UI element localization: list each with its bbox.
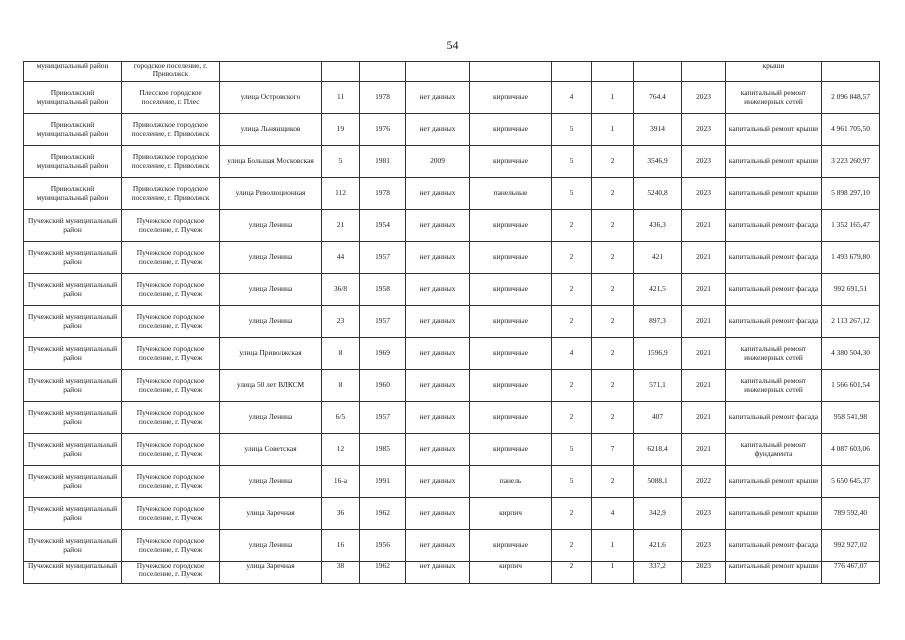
settlement-cell: Пучежское городское поселение, г. Пучеж [122,274,220,306]
last-repair-cell: нет данных [406,370,470,402]
plan-year-cell: 2021 [682,338,726,370]
floors-cell: 2 [552,242,592,274]
street-cell [220,62,322,82]
street-cell: улица Ленина [220,530,322,562]
last-repair-cell: нет данных [406,498,470,530]
work-type-cell: капитальный ремонт фасада [726,306,822,338]
work-type-cell: капитальный ремонт инженерных сетей [726,338,822,370]
work-type-cell: капитальный ремонт крыши [726,114,822,146]
street-cell: улица 50 лет ВЛКСМ [220,370,322,402]
district-cell: Пучежский муниципальный [24,562,122,584]
area-cell [634,62,682,82]
street-cell: улица Ленина [220,242,322,274]
year-built-cell: 1985 [360,434,406,466]
entrances-cell: 4 [592,498,634,530]
area-cell: 3914 [634,114,682,146]
house-cell: 11 [322,82,360,114]
last-repair-cell: нет данных [406,210,470,242]
floors-cell: 5 [552,178,592,210]
year-built-cell: 1981 [360,146,406,178]
table-row [24,498,880,530]
street-cell: улица Ленина [220,466,322,498]
material-cell: кирпичные [470,434,552,466]
material-cell: кирпичные [470,146,552,178]
last-repair-cell: нет данных [406,242,470,274]
material-cell: кирпичные [470,306,552,338]
house-cell: 23 [322,306,360,338]
settlement-cell: Пучежское городское поселение, г. Пучеж [122,530,220,562]
plan-year-cell: 2021 [682,402,726,434]
entrances-cell: 2 [592,274,634,306]
area-cell: 6218,4 [634,434,682,466]
work-type-cell: капитальный ремонт фундамента [726,434,822,466]
house-cell: 12 [322,434,360,466]
work-type-cell: капитальный ремонт фасада [726,210,822,242]
work-type-cell: крыши [726,62,822,82]
last-repair-cell: нет данных [406,178,470,210]
last-repair-cell: нет данных [406,530,470,562]
year-built-cell: 1962 [360,498,406,530]
plan-year-cell: 2023 [682,82,726,114]
floors-cell: 2 [552,402,592,434]
area-cell: 764.4 [634,82,682,114]
street-cell: улица Ленина [220,274,322,306]
area-cell: 571,1 [634,370,682,402]
district-cell: Пучежский муниципальный район [24,306,122,338]
table-row [24,178,880,210]
floors-cell: 5 [552,114,592,146]
table-row [24,434,880,466]
street-cell: улица Заречная [220,562,322,584]
house-cell: 6/5 [322,402,360,434]
floors-cell: 2 [552,370,592,402]
last-repair-cell [406,62,470,82]
cost-cell: 2 113 267,12 [822,306,880,338]
settlement-cell: Пучежское городское поселение, г. Пучеж [122,306,220,338]
table-row [24,242,880,274]
last-repair-cell: нет данных [406,402,470,434]
settlement-cell: Плесское городское поселение, г. Плес [122,82,220,114]
street-cell: улица Советская [220,434,322,466]
district-cell: Пучежский муниципальный район [24,274,122,306]
material-cell: кирпичные [470,402,552,434]
street-cell: улица Ленина [220,210,322,242]
floors-cell: 2 [552,498,592,530]
work-type-cell: капитальный ремонт крыши [726,178,822,210]
cost-cell: 4 380 504,30 [822,338,880,370]
floors-cell: 5 [552,466,592,498]
last-repair-cell: нет данных [406,466,470,498]
area-cell: 421 [634,242,682,274]
material-cell: кирпичные [470,210,552,242]
table-row [24,146,880,178]
year-built-cell: 1962 [360,562,406,584]
area-cell: 337,2 [634,562,682,584]
material-cell: панельные [470,178,552,210]
work-type-cell: капитальный ремонт крыши [726,562,822,584]
plan-year-cell: 2023 [682,530,726,562]
year-built-cell: 1956 [360,530,406,562]
floors-cell: 2 [552,210,592,242]
last-repair-cell: 2009 [406,146,470,178]
plan-year-cell: 2021 [682,434,726,466]
last-repair-cell: нет данных [406,82,470,114]
material-cell: кирпичные [470,274,552,306]
plan-year-cell [682,62,726,82]
floors-cell: 4 [552,82,592,114]
year-built-cell: 1957 [360,242,406,274]
district-cell: Пучежский муниципальный район [24,530,122,562]
plan-year-cell: 2022 [682,466,726,498]
material-cell: кирпичные [470,82,552,114]
entrances-cell: 1 [592,82,634,114]
material-cell: кирпичные [470,338,552,370]
area-cell: 5240,8 [634,178,682,210]
last-repair-cell: нет данных [406,338,470,370]
table-row [24,114,880,146]
table-row-partial-top [24,62,880,82]
settlement-cell: Пучежское городское поселение, г. Пучеж [122,210,220,242]
plan-year-cell: 2023 [682,146,726,178]
plan-year-cell: 2023 [682,498,726,530]
area-cell: 342,9 [634,498,682,530]
page-number: 54 [446,38,459,52]
table-row [24,82,880,114]
year-built-cell: 1991 [360,466,406,498]
street-cell: улица Революционная [220,178,322,210]
settlement-cell: Пучежское городское поселение, г. Пучеж [122,338,220,370]
settlement-cell: городское поселение, г. Приволжск [122,62,220,82]
plan-year-cell: 2021 [682,210,726,242]
settlement-cell: Пучежское городское поселение, г. Пучеж [122,402,220,434]
street-cell: улица Ленина [220,402,322,434]
material-cell [470,62,552,82]
district-cell: Пучежский муниципальный район [24,466,122,498]
settlement-cell: Пучежское городское поселение, г. Пучеж [122,562,220,584]
table-row [24,338,880,370]
district-cell: Приволжский муниципальный район [24,178,122,210]
last-repair-cell: нет данных [406,306,470,338]
cost-cell: 789 592,40 [822,498,880,530]
cost-cell: 1 493 679,80 [822,242,880,274]
cost-cell: 4 961 705,50 [822,114,880,146]
material-cell: кирпичные [470,114,552,146]
settlement-cell: Пучежское городское поселение, г. Пучеж [122,498,220,530]
area-cell: 5088,1 [634,466,682,498]
plan-year-cell: 2023 [682,178,726,210]
settlement-cell: Пучежское городское поселение, г. Пучеж [122,242,220,274]
house-cell: 16 [322,530,360,562]
entrances-cell: 2 [592,306,634,338]
house-cell: 112 [322,178,360,210]
house-cell: 38 [322,562,360,584]
plan-year-cell: 2021 [682,274,726,306]
district-cell: Приволжский муниципальный район [24,82,122,114]
plan-year-cell: 2023 [682,562,726,584]
plan-year-cell: 2021 [682,370,726,402]
entrances-cell: 2 [592,242,634,274]
repair-program-table [23,61,880,584]
last-repair-cell: нет данных [406,274,470,306]
work-type-cell: капитальный ремонт инженерных сетей [726,370,822,402]
plan-year-cell: 2021 [682,242,726,274]
year-built-cell: 1969 [360,338,406,370]
year-built-cell: 1954 [360,210,406,242]
entrances-cell: 1 [592,562,634,584]
cost-cell: 992 691,51 [822,274,880,306]
settlement-cell: Приволжское городское поселение, г. Приволжск [122,146,220,178]
district-cell: муниципальный район [24,62,122,82]
area-cell: 1596,9 [634,338,682,370]
floors-cell: 2 [552,562,592,584]
district-cell: Пучежский муниципальный район [24,402,122,434]
last-repair-cell: нет данных [406,562,470,584]
district-cell: Пучежский муниципальный район [24,210,122,242]
cost-cell: 2 096 848,57 [822,82,880,114]
floors-cell: 5 [552,434,592,466]
street-cell: улица Ленина [220,306,322,338]
material-cell: кирпич [470,562,552,584]
street-cell: улица Большая Московская [220,146,322,178]
table-row [24,466,880,498]
work-type-cell: капитальный ремонт фасада [726,530,822,562]
house-cell [322,62,360,82]
cost-cell [822,62,880,82]
year-built-cell: 1957 [360,402,406,434]
year-built-cell: 1957 [360,306,406,338]
table-body [24,62,880,584]
cost-cell: 4 087 603,06 [822,434,880,466]
floors-cell: 2 [552,306,592,338]
house-cell: 19 [322,114,360,146]
year-built-cell: 1978 [360,82,406,114]
district-cell: Приволжский муниципальный район [24,146,122,178]
entrances-cell: 2 [592,210,634,242]
house-cell: 16-а [322,466,360,498]
work-type-cell: капитальный ремонт крыши [726,466,822,498]
area-cell: 421,5 [634,274,682,306]
table-row [24,210,880,242]
table-row [24,306,880,338]
material-cell: кирпичные [470,242,552,274]
work-type-cell: капитальный ремонт инженерных сетей [726,82,822,114]
table-row [24,274,880,306]
cost-cell: 1 352 165,47 [822,210,880,242]
last-repair-cell: нет данных [406,434,470,466]
floors-cell: 2 [552,530,592,562]
entrances-cell: 7 [592,434,634,466]
year-built-cell: 1976 [360,114,406,146]
material-cell: кирпичные [470,370,552,402]
material-cell: кирпич [470,498,552,530]
entrances-cell [592,62,634,82]
area-cell: 407 [634,402,682,434]
last-repair-cell: нет данных [406,114,470,146]
house-cell: 21 [322,210,360,242]
settlement-cell: Пучежское городское поселение, г. Пучеж [122,434,220,466]
floors-cell: 2 [552,274,592,306]
district-cell: Пучежский муниципальный район [24,498,122,530]
cost-cell: 3 223 260,97 [822,146,880,178]
cost-cell: 776 467,07 [822,562,880,584]
year-built-cell: 1960 [360,370,406,402]
cost-cell: 1 566 601,54 [822,370,880,402]
entrances-cell: 2 [592,370,634,402]
district-cell: Пучежский муниципальный район [24,434,122,466]
settlement-cell: Приволжское городское поселение, г. Приволжск [122,114,220,146]
area-cell: 421,6 [634,530,682,562]
entrances-cell: 1 [592,530,634,562]
house-cell: 8 [322,370,360,402]
entrances-cell: 2 [592,178,634,210]
street-cell: улица Льнянщиков [220,114,322,146]
year-built-cell: 1958 [360,274,406,306]
floors-cell: 5 [552,146,592,178]
cost-cell: 5 650 645,37 [822,466,880,498]
settlement-cell: Пучежское городское поселение, г. Пучеж [122,370,220,402]
area-cell: 897,3 [634,306,682,338]
district-cell: Пучежский муниципальный район [24,370,122,402]
cost-cell: 5 898 297,10 [822,178,880,210]
cost-cell: 958 541,98 [822,402,880,434]
house-cell: 5 [322,146,360,178]
table-row [24,370,880,402]
cost-cell: 992 927,02 [822,530,880,562]
year-built-cell [360,62,406,82]
house-cell: 44 [322,242,360,274]
district-cell: Приволжский муниципальный район [24,114,122,146]
work-type-cell: капитальный ремонт фасада [726,274,822,306]
entrances-cell: 2 [592,402,634,434]
street-cell: улица Приволжская [220,338,322,370]
settlement-cell: Приволжское городское поселение, г. Приволжск [122,178,220,210]
street-cell: улица Островского [220,82,322,114]
work-type-cell: капитальный ремонт фасада [726,402,822,434]
house-cell: 8 [322,338,360,370]
district-cell: Пучежский муниципальный район [24,242,122,274]
table-row-partial-bottom [24,562,880,584]
plan-year-cell: 2023 [682,114,726,146]
entrances-cell: 1 [592,114,634,146]
settlement-cell: Пучежское городское поселение, г. Пучеж [122,466,220,498]
table-row [24,402,880,434]
material-cell: кирпичные [470,530,552,562]
house-cell: 36 [322,498,360,530]
district-cell: Пучежский муниципальный район [24,338,122,370]
table-row [24,530,880,562]
entrances-cell: 2 [592,466,634,498]
floors-cell [552,62,592,82]
house-cell: 36/8 [322,274,360,306]
area-cell: 3546,9 [634,146,682,178]
work-type-cell: капитальный ремонт крыши [726,498,822,530]
entrances-cell: 2 [592,338,634,370]
year-built-cell: 1978 [360,178,406,210]
material-cell: панель [470,466,552,498]
area-cell: 436,3 [634,210,682,242]
street-cell: улица Заречная [220,498,322,530]
floors-cell: 4 [552,338,592,370]
entrances-cell: 2 [592,146,634,178]
work-type-cell: капитальный ремонт фасада [726,242,822,274]
work-type-cell: капитальный ремонт крыши [726,146,822,178]
plan-year-cell: 2021 [682,306,726,338]
